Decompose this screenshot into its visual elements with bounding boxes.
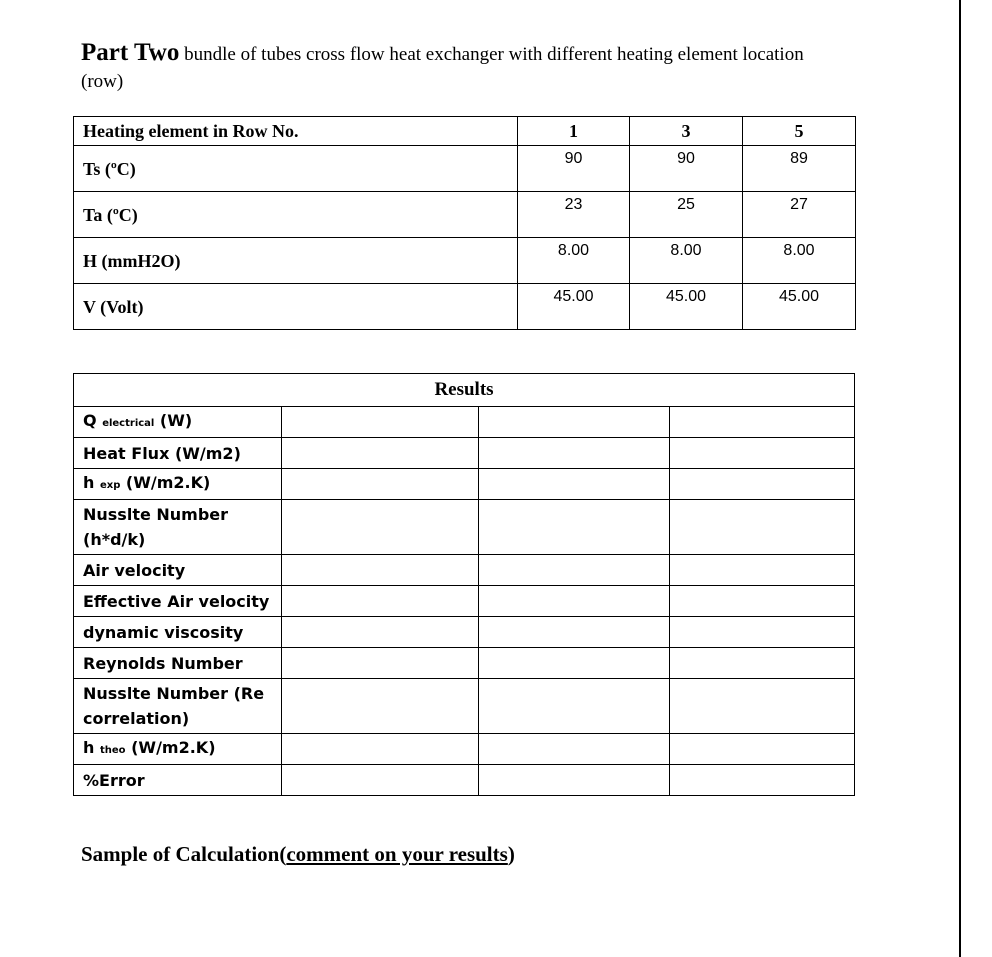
result-label: Nusslte Number (Re correlation): [74, 679, 282, 734]
table-row: [74, 192, 856, 238]
cell-value: 8.00: [518, 238, 630, 284]
cell-value: 8.00: [630, 238, 743, 284]
result-cell[interactable]: [670, 407, 855, 438]
heading-description: bundle of tubes cross flow heat exchanger with different heating element location (row): [81, 44, 804, 92]
result-cell[interactable]: [670, 679, 855, 734]
heading-part-label: Part Two: [81, 39, 180, 66]
result-cell[interactable]: [670, 438, 855, 469]
result-label: Reynolds Number: [74, 648, 282, 679]
results-title: Results: [74, 374, 855, 407]
table-row: [74, 407, 855, 438]
result-cell[interactable]: [479, 500, 670, 555]
result-label: h theo (W/m2.K): [74, 734, 282, 765]
result-label: %Error: [74, 765, 282, 796]
result-cell[interactable]: [479, 438, 670, 469]
result-label: Effective Air velocity: [74, 586, 282, 617]
column-header: 1: [518, 117, 630, 146]
cell-value: 23: [518, 192, 630, 238]
result-label: Nusslte Number (h*d/k): [74, 500, 282, 555]
result-label: Q electrical (W): [74, 407, 282, 438]
column-header: 3: [630, 117, 743, 146]
row-number-label: Heating element in Row No.: [74, 117, 518, 146]
cell-value: 27: [743, 192, 856, 238]
result-cell[interactable]: [282, 586, 479, 617]
row-label: H (mmH2O): [74, 238, 518, 284]
result-cell[interactable]: [670, 500, 855, 555]
cell-value: 90: [518, 146, 630, 192]
cell-value: 45.00: [743, 284, 856, 330]
row-label: Ta (ºC): [74, 192, 518, 238]
result-cell[interactable]: [282, 407, 479, 438]
table-row: [74, 500, 855, 555]
table-row: [74, 617, 855, 648]
cell-value: 25: [630, 192, 743, 238]
comment-instruction: comment on your results: [286, 842, 508, 866]
result-cell[interactable]: [670, 555, 855, 586]
table-row: [74, 146, 856, 192]
result-cell[interactable]: [282, 734, 479, 765]
result-cell[interactable]: [479, 734, 670, 765]
table-row: [74, 765, 855, 796]
result-cell[interactable]: [282, 765, 479, 796]
measurement-table: [73, 116, 856, 330]
result-cell[interactable]: [670, 617, 855, 648]
result-cell[interactable]: [282, 617, 479, 648]
results-title-row: [74, 374, 855, 407]
table-row: [74, 586, 855, 617]
result-cell[interactable]: [479, 586, 670, 617]
result-cell[interactable]: [282, 555, 479, 586]
table-row: [74, 469, 855, 500]
row-label: Ts (ºC): [74, 146, 518, 192]
table-row: [74, 438, 855, 469]
result-cell[interactable]: [670, 734, 855, 765]
cell-value: 45.00: [518, 284, 630, 330]
result-cell[interactable]: [479, 469, 670, 500]
result-label: h exp (W/m2.K): [74, 469, 282, 500]
result-cell[interactable]: [282, 469, 479, 500]
table-row: [74, 555, 855, 586]
result-cell[interactable]: [282, 679, 479, 734]
result-cell[interactable]: [282, 500, 479, 555]
table-row: [74, 284, 856, 330]
section-heading: [81, 40, 841, 96]
page-edge-rule: [959, 0, 961, 957]
table-row: [74, 734, 855, 765]
column-header: 5: [743, 117, 856, 146]
row-label: V (Volt): [74, 284, 518, 330]
table-header-row: [74, 117, 856, 146]
result-cell[interactable]: [670, 765, 855, 796]
results-table: [73, 373, 855, 796]
result-label: Air velocity: [74, 555, 282, 586]
result-cell[interactable]: [670, 469, 855, 500]
result-label: Heat Flux (W/m2): [74, 438, 282, 469]
result-cell[interactable]: [479, 679, 670, 734]
cell-value: 45.00: [630, 284, 743, 330]
result-cell[interactable]: [282, 438, 479, 469]
sample-calculation-heading: Sample of Calculation(comment on your results): [81, 842, 515, 866]
result-cell[interactable]: [479, 617, 670, 648]
result-cell[interactable]: [479, 407, 670, 438]
result-cell[interactable]: [282, 648, 479, 679]
cell-value: 89: [743, 146, 856, 192]
result-cell[interactable]: [479, 765, 670, 796]
table-row: [74, 648, 855, 679]
cell-value: 90: [630, 146, 743, 192]
result-cell[interactable]: [670, 648, 855, 679]
table-row: [74, 679, 855, 734]
table-row: [74, 238, 856, 284]
result-label: dynamic viscosity: [74, 617, 282, 648]
result-cell[interactable]: [479, 648, 670, 679]
cell-value: 8.00: [743, 238, 856, 284]
result-cell[interactable]: [670, 586, 855, 617]
result-cell[interactable]: [479, 555, 670, 586]
